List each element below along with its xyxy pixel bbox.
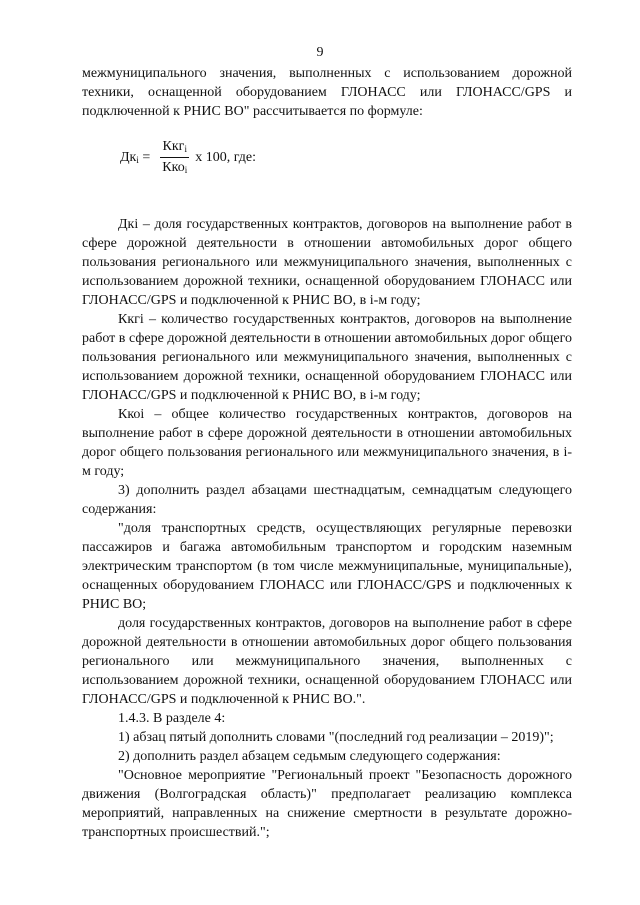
final-quote-paragraph: "Основное мероприятие "Региональный проект "Безопасность дорожного движения (Волгоградская область)" предполагает реализацию комплекса мероприятий, направленных на снижение смертности в результате дорожно-транспортных происшествий."; (82, 768, 572, 840)
definition-dk: Дкi – доля государственных контрактов, договоров на выполнение работ в сфере дорожной деятельности в отношении автомобильных дорог общего пользования регионального или межмуниципального значения, выполненных с использованием дорожной техники, оснащенной оборудованием ГЛОНАСС или ГЛОНАСС/GPS и подключенной к РНИС ВО, в i-м году; (82, 217, 572, 308)
formula-lhs: $Дк_i$ = (120, 149, 151, 165)
item-3-paragraph: 3) дополнить раздел абзацами шестнадцатым, семнадцатым следующего содержания: (82, 483, 572, 517)
intro-paragraph: межмуниципального значения, выполненных с использованием дорожной техники, оснащенной оборудованием ГЛОНАСС или ГЛОНАСС/GPS и подключенной к РНИС ВО" рассчитывается по формуле: (82, 66, 572, 119)
quote-paragraph-2: доля государственных контрактов, договоров на выполнение работ в сфере дорожной деятельности в отношении автомобильных дорог общего пользования регионального или межмуниципального значения, выполненных с использованием дорожной техники, оснащенной оборудованием ГЛОНАСС или ГЛОНАСС/GPS и подключенной к РНИС ВО.". (82, 616, 572, 707)
definition-kko: Ккоi – общее количество государственных контрактов, договоров на выполнение работ в сфере дорожной деятельности в отношении автомобильных дорог общего пользования регионального или межмуниципального значения, в i-м году; (82, 407, 572, 479)
definition-kkg: Ккгi – количество государственных контрактов, договоров на выполнение работ в сфере дорожной деятельности в отношении автомобильных дорог общего пользования регионального или межмуниципального значения, выполненных с использованием дорожной техники, оснащенной оборудованием ГЛОНАСС или ГЛОНАСС/GPS и подключенной к РНИС ВО, в i-м году; (82, 312, 572, 403)
quote-paragraph-1: "доля транспортных средств, осуществляющих регулярные перевозки пассажиров и багажа автомобильным транспортом и городским наземным электрическим транспортом (в том числе межмуниципальные, муниципальные), оснащенных оборудованием ГЛОНАСС или ГЛОНАСС/GPS и подключенных к РНИС ВО; (82, 521, 572, 612)
formula-tail: х 100, где: (195, 149, 257, 165)
formula (120, 129, 572, 185)
page-number: 9 (316, 45, 324, 60)
page-body (82, 64, 572, 842)
formula-denominator: Кко$_i$ (162, 159, 188, 175)
section-1-4-3-heading: 1.4.3. В разделе 4: (118, 711, 226, 726)
formula-numerator: Ккг$_i$ (162, 138, 187, 154)
fraction-bar (160, 157, 189, 158)
subitem-1-paragraph: 1) абзац пятый дополнить словами "(последний год реализации – 2019)"; (118, 730, 554, 745)
formula-fraction (160, 138, 189, 177)
subitem-2-paragraph: 2) дополнить раздел абзацем седьмым следующего содержания: (118, 749, 501, 764)
